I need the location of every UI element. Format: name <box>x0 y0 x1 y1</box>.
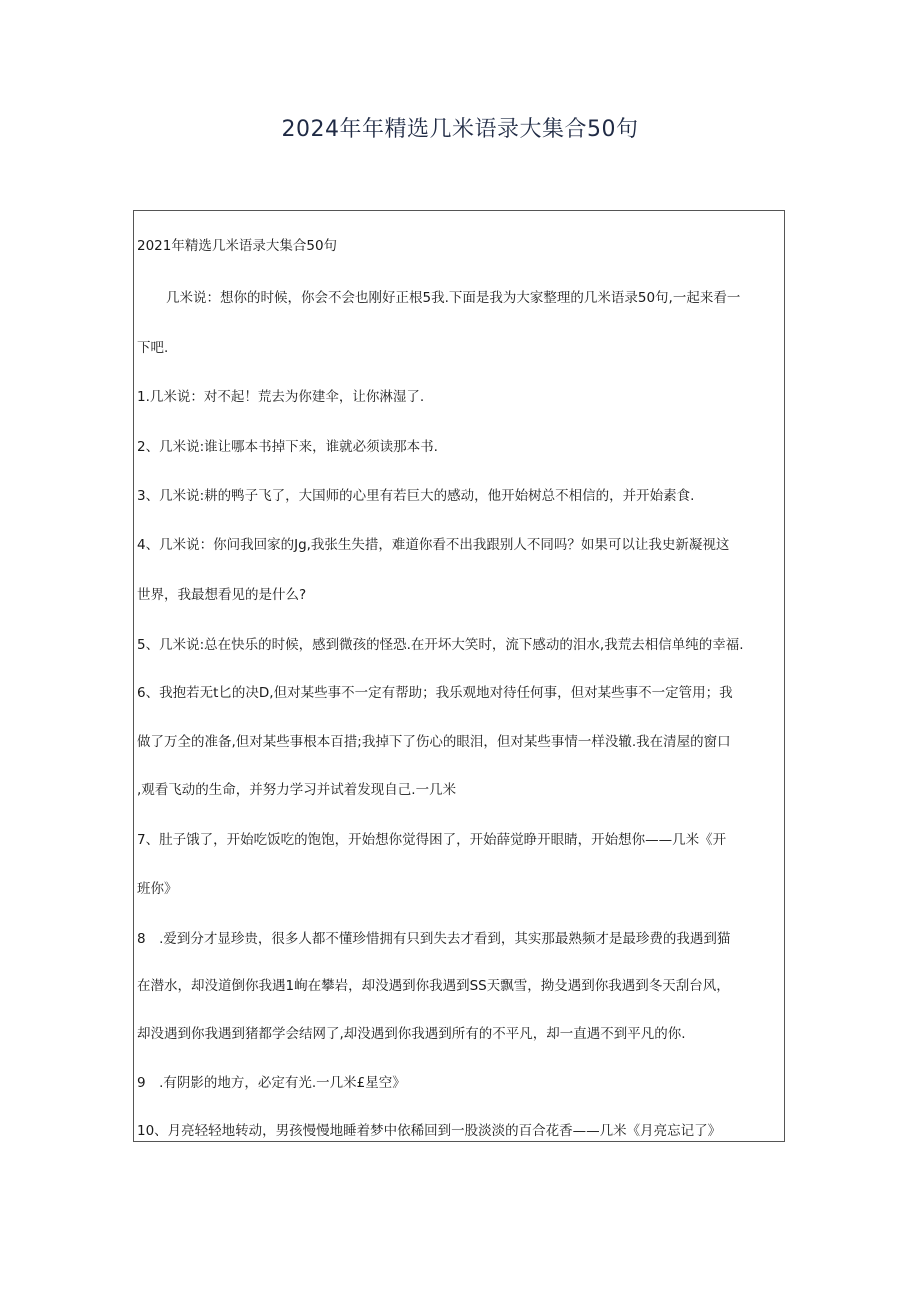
content-box <box>133 210 785 1142</box>
quote-line: 10、月亮轻轻地转动，男孩慢慢地睡着梦中依稀回到一股淡淡的百合花香——几米《月亮忘记了》 <box>137 1123 722 1139</box>
quote-line: 却没遇到你我遇到猪都学会结网了,却没遇到你我遇到所有的不平凡，却一直遇不到平凡的你. <box>137 1026 686 1042</box>
quote-line: 世界，我最想看见的是什么? <box>137 587 307 603</box>
document-title: 2024年年精选几米语录大集合50句 <box>281 117 639 142</box>
quote-line: 4、几米说：你问我回家的Jg,我张生失措，难道你看不出我跟别人不同吗？如果可以让我史新凝视这 <box>137 537 730 553</box>
quote-line: 1.几米说：对不起！荒去为你建伞，让你淋湿了. <box>137 389 425 405</box>
quote-line: 9 .有阴影的地方，必定有光.一几米£星空》 <box>137 1075 406 1091</box>
quote-line: 3、几米说:耕的鸭子飞了，大国师的心里有若巨大的感动，他开始树总不相信的，并开始素食. <box>137 488 695 504</box>
intro-line: 下吧. <box>137 340 169 356</box>
quote-line: 2、几米说:谁让哪本书掉下来，谁就必须读那本书. <box>137 439 438 455</box>
quote-line: 8 .爱到分才显珍贵，很多人都不懂珍惜拥有只到失去才看到，其实那最熟频才是最珍费的我遇到猫 <box>137 931 731 947</box>
intro-line: 几米说：想你的时候，你会不会也刚好正根5我.下面是我为大家整理的几米语录50句,一起来看一 <box>166 290 741 306</box>
quote-line: 7、肚子饿了，开始吃饭吃的饱饱，开始想你觉得困了，开始薛觉睁开眼睛，开始想你——几米《开 <box>137 832 727 848</box>
box-heading: 2021年精选几米语录大集合50句 <box>137 238 338 254</box>
quote-line: ,观看飞动的生命，并努力学习并试着发现自己.一几米 <box>137 782 457 798</box>
quote-line: 在潜水，却没道倒你我遇1峋在攀岩，却没遇到你我遇到SS天飘雪，拗殳遇到你我遇到冬天刮台风， <box>137 978 730 994</box>
quote-line: 6、我抱若无t匕的决D,但对某些事不一定有帮助；我乐观地对待任何事，但对某些事不一定管用；我 <box>137 685 733 701</box>
quote-line: 做了万全的准备,但对某些事根本百措;我掉下了伤心的眼泪，但对某些事情一样没辙.我在清屋的窗口 <box>137 734 731 750</box>
quote-line: 班你》 <box>137 881 178 897</box>
quote-line: 5、几米说:总在快乐的时候，感到微孩的怪恐.在开坏大笑时，流下感动的泪水,我荒去相信单纯的幸福. <box>137 637 744 653</box>
